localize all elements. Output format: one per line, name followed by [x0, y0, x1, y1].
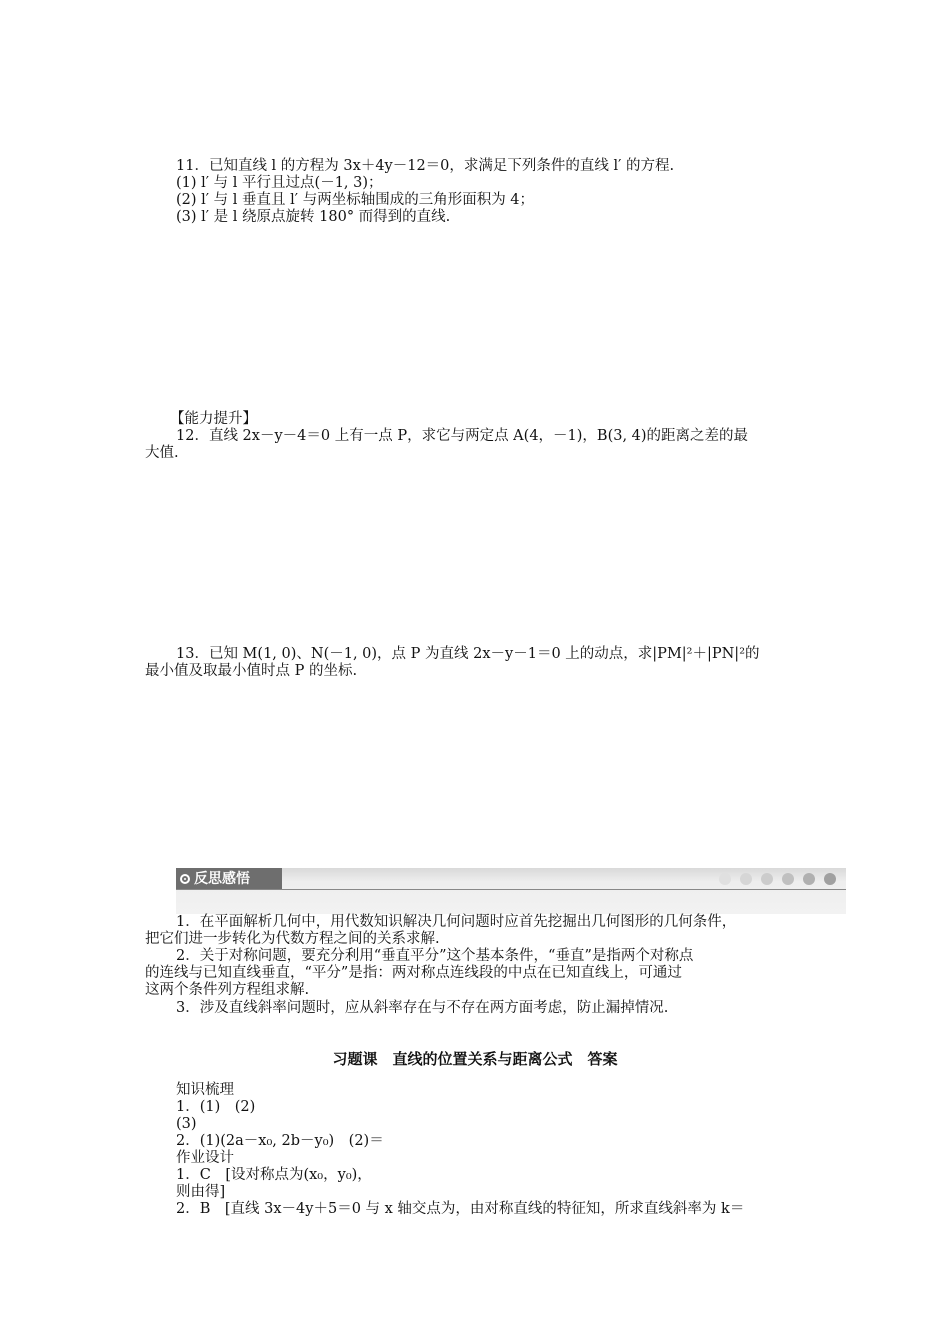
dot-icon — [761, 873, 773, 885]
reflection-banner — [176, 868, 846, 914]
answers-title: 习题课 直线的位置关系与距离公式 答案 — [332, 1050, 618, 1068]
q12-line2: 大值. — [145, 445, 179, 461]
answers-a2: 2．B [直线 3x－4y＋5＝0 与 x 轴交点为，由对称直线的特征知，所求直线斜率为 k＝ — [176, 1201, 745, 1217]
reflection-p1-line1: 1．在平面解析几何中，用代数知识解决几何问题时应首先挖掘出几何图形的几何条件， — [176, 914, 737, 930]
answers-k2: 2．(1)(2a－x₀, 2b－y₀) (2)＝ — [176, 1133, 384, 1149]
reflection-p3-line1: 3．涉及直线斜率问题时，应从斜率存在与不存在两方面考虑，防止漏掉情况. — [176, 1000, 669, 1016]
reflection-p1-line2: 把它们进一步转化为代数方程之间的关系求解. — [145, 931, 440, 947]
reflection-p2-line3: 这两个条件列方程组求解. — [145, 982, 310, 998]
answers-a1: 1．C [设对称点为(x₀，y₀)， — [176, 1167, 372, 1183]
q12-line1: 12．直线 2x－y－4＝0 上有一点 P，求它与两定点 A(4，－1)，B(3, 4)的距离之差的最 — [176, 428, 749, 444]
q11-part1: (1) l′ 与 l 平行且过点(－1, 3)； — [176, 175, 383, 191]
dot-icon — [740, 873, 752, 885]
dot-icon — [824, 873, 836, 885]
dot-icon — [803, 873, 815, 885]
section-heading-ability: 【能力提升】 — [170, 411, 257, 427]
dot-icon — [782, 873, 794, 885]
answers-k1b: (3) — [176, 1116, 197, 1132]
q11-part3: (3) l′ 是 l 绕原点旋转 180° 而得到的直线. — [176, 209, 451, 225]
answers-k1: 1．(1) (2) — [176, 1099, 256, 1115]
answers-homework-heading: 作业设计 — [176, 1150, 234, 1166]
reflection-tab — [176, 868, 282, 890]
reflection-p2-line1: 2．关于对称问题，要充分利用“垂直平分”这个基本条件，“垂直”是指两个对称点 — [176, 948, 694, 964]
q11-part2: (2) l′ 与 l 垂直且 l′ 与两坐标轴围成的三角形面积为 4； — [176, 192, 535, 208]
q11-stem: 11．已知直线 l 的方程为 3x＋4y－12＝0，求满足下列条件的直线 l′ 的方程. — [176, 158, 675, 174]
reflection-title: 反思感悟 — [194, 871, 250, 887]
banner-divider — [176, 889, 846, 890]
target-icon — [180, 874, 190, 884]
reflection-p2-line2: 的连线与已知直线垂直，“平分”是指：两对称点连线段的中点在已知直线上，可通过 — [145, 965, 682, 981]
q13-line1: 13．已知 M(1, 0)、N(－1, 0)，点 P 为直线 2x－y－1＝0 上的动点，求|PM|²＋|PN|²的 — [176, 646, 760, 662]
answers-knowledge-heading: 知识梳理 — [176, 1082, 234, 1098]
dot-icon — [719, 873, 731, 885]
answers-a1b: 则由得] — [176, 1184, 226, 1200]
decorative-dots — [719, 873, 836, 885]
q13-line2: 最小值及取最小值时点 P 的坐标. — [145, 663, 358, 679]
